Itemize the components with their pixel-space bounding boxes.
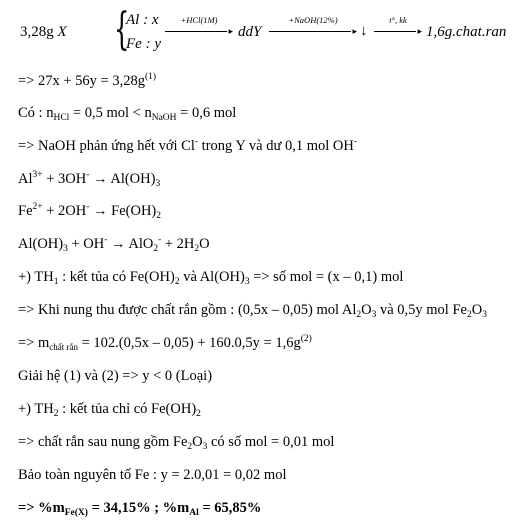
naoh-reaction-note [18, 137, 357, 155]
text: Có : n [18, 105, 54, 121]
subscript: 2 [194, 244, 200, 254]
subscript: 2 [153, 244, 159, 254]
heating-case-2-line [18, 433, 334, 451]
text: + 2OH [42, 203, 87, 219]
reaction-al-hydroxide [18, 170, 160, 188]
mixture-symbol: X [57, 24, 67, 40]
text: Bảo toàn nguyên tố Fe : y = 2.0,01 = 0,02 mol [18, 467, 287, 483]
text: O [199, 236, 210, 252]
text: => NaOH phản ứng hết với Cl [18, 138, 195, 154]
text: O [192, 434, 203, 450]
text: = 0,5 mol < n [69, 105, 152, 121]
text: → AlO [107, 236, 154, 252]
subscript: 2 [174, 277, 180, 287]
subscript: NaOH [151, 113, 177, 123]
text: O [361, 302, 372, 318]
text: Giải hệ (1) và (2) => y < 0 (Loại) [18, 368, 213, 384]
text: → Al(OH) [89, 171, 156, 187]
text: : kết tủa có Fe(OH) [58, 269, 175, 285]
case-1-line [18, 268, 403, 286]
final-answer-line [18, 499, 261, 517]
superscript: - [86, 170, 90, 180]
superscript: 3+ [32, 170, 43, 180]
reaction-fe-hydroxide [18, 202, 161, 220]
case-2-line [18, 400, 201, 418]
arrow-hcl [165, 16, 233, 28]
subscript: 3 [244, 277, 250, 287]
subscript: chất rắn [49, 342, 78, 352]
text: có số mol = 0,01 mol [207, 434, 335, 450]
solution-y: ddY [238, 24, 262, 40]
arrow-heat [374, 16, 422, 28]
text: = 34,15% ; %m [87, 500, 190, 516]
brace-symbol: { [114, 4, 130, 55]
subscript: HCl [53, 113, 70, 123]
text: O [471, 302, 483, 318]
arrowhead-icon [352, 27, 357, 36]
hcl-reagent-label: +HCl(1M) [180, 15, 218, 25]
moles-comparison-line [18, 104, 236, 122]
al-component: Al : x [126, 12, 159, 28]
text: +) TH [18, 401, 54, 417]
reaction-aluminate [18, 235, 210, 253]
fe-component: Fe : y [126, 36, 161, 52]
subscript: Fe(X) [64, 508, 88, 518]
scheme-mass [20, 23, 67, 41]
text: và Al(OH) [179, 269, 245, 285]
solid-result: 1,6g.chat.ran [426, 24, 507, 40]
subscript: 2 [466, 310, 472, 320]
text: + 3OH [42, 171, 87, 187]
text: → Fe(OH) [89, 203, 157, 219]
subscript: 3 [155, 179, 161, 189]
text: Al(OH) [18, 236, 64, 252]
precipitate-arrow-icon: ↓ [360, 23, 368, 39]
text: + 2H [161, 236, 195, 252]
text: => chất rắn sau nung gồm Fe [18, 434, 188, 450]
superscript: - [158, 235, 162, 245]
text: => Khi nung thu được chất rắn gồm : (0,5x – 0,05) mol Al [18, 302, 357, 318]
superscript: (2) [300, 334, 312, 344]
superscript: - [353, 137, 358, 147]
text: = 65,85% [198, 500, 262, 516]
subscript: 3 [202, 442, 208, 452]
text: + OH [67, 236, 105, 252]
heating-products-line [18, 301, 487, 319]
text: => 27x + 56y = 3,28g [18, 73, 145, 89]
text: => số mol = (x – 0,1) mol [249, 269, 404, 285]
sample-mass: 3,28g [20, 24, 54, 40]
text: +) TH [18, 269, 54, 285]
text: và 0,5y mol Fe [376, 302, 467, 318]
heat-condition-label: t°, kk [389, 15, 407, 25]
arrow-naoh [269, 16, 357, 28]
subscript: 1 [53, 277, 59, 287]
arrowhead-icon [417, 27, 422, 36]
superscript: - [104, 235, 108, 245]
subscript: 2 [196, 409, 201, 419]
text: => m [18, 335, 50, 351]
subscript: 2 [356, 310, 362, 320]
text: => %m [18, 500, 65, 516]
text: = 0,6 mol [176, 105, 237, 121]
subscript: 2 [187, 442, 193, 452]
text: trong Y và dư 0,1 mol OH [198, 138, 354, 154]
subscript: Al [189, 508, 199, 518]
superscript: (1) [144, 72, 157, 82]
text: : kết tủa chỉ có Fe(OH) [58, 401, 197, 417]
equation-2-line [18, 334, 312, 352]
arrowhead-icon [228, 27, 233, 36]
text: Al [18, 171, 33, 187]
reaction-scheme [18, 4, 518, 58]
subscript: 3 [63, 244, 68, 254]
superscript: - [86, 202, 90, 212]
subscript: 3 [371, 310, 377, 320]
text: Fe [18, 203, 33, 219]
fe-conservation-line [18, 466, 286, 484]
text: = 102.(0,5x – 0,05) + 160.0,5y = 1,6g [78, 335, 301, 351]
superscript: 2+ [32, 202, 43, 212]
naoh-reagent-label: +NaOH(12%) [288, 15, 338, 25]
equation-1-line [18, 72, 156, 90]
solve-system-line [18, 367, 212, 385]
superscript: - [194, 137, 199, 147]
subscript: 2 [53, 409, 59, 419]
subscript: 3 [482, 310, 487, 320]
subscript: 2 [156, 211, 162, 221]
